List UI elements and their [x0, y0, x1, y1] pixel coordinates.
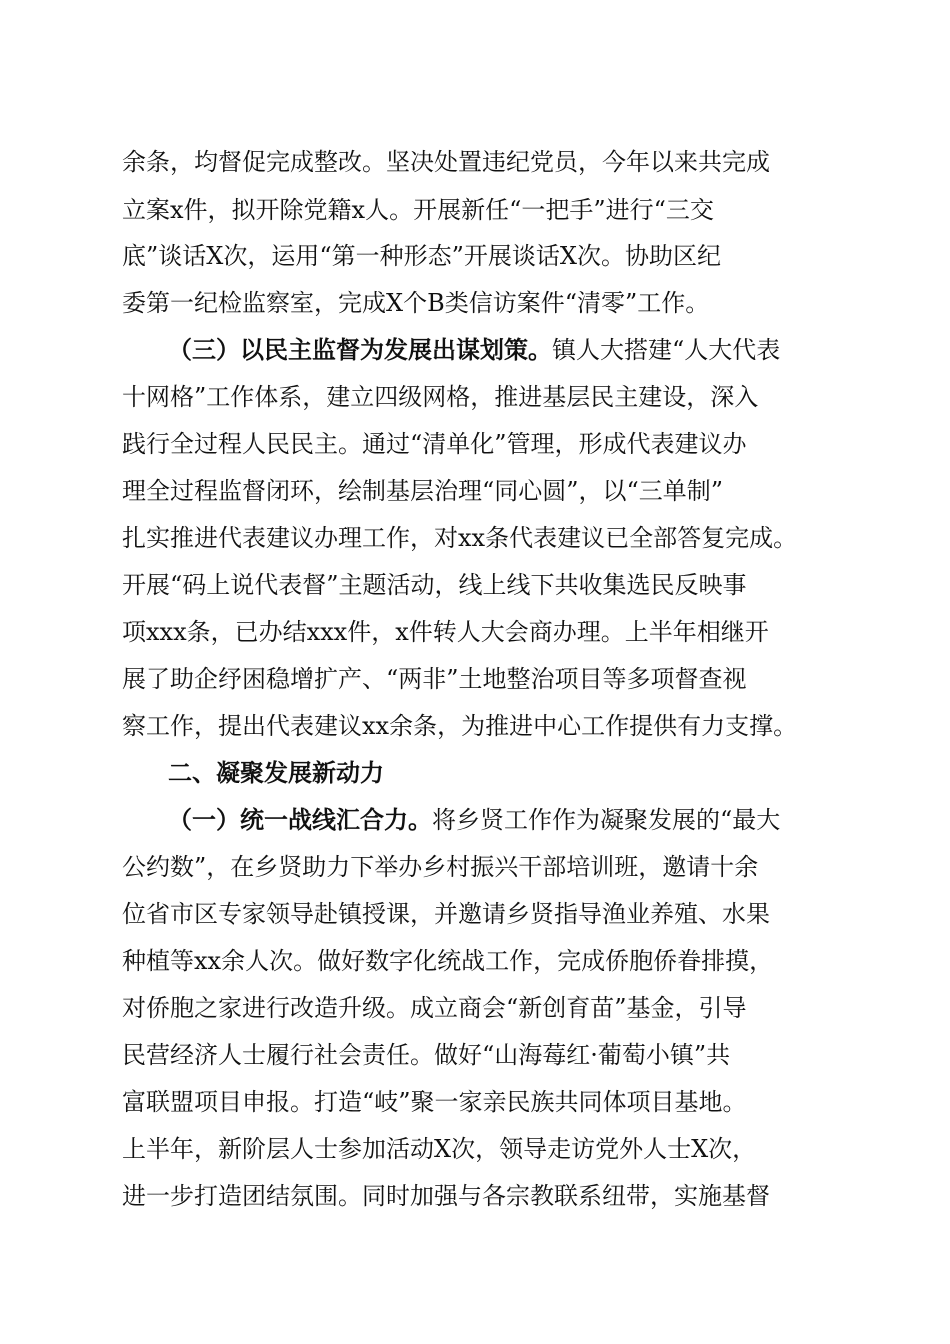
text-line: 立案x件，拟开除党籍x人。开展新任“一把手”进行“三交: [122, 196, 714, 224]
text-line: 民营经济人士履行社会责任。做好“山海莓红·葡萄小镇”共: [122, 1041, 731, 1069]
text-line: 上半年，新阶层人士参加活动X次，领导走访党外人士X次，: [122, 1135, 757, 1163]
text-line: 理全过程监督闭环，绘制基层治理“同心圆”，以“三单制”: [122, 477, 724, 505]
text-line: 底”谈话X次，运用“第一种形态”开展谈话X次。协助区纪: [122, 242, 721, 270]
section-3-title: （三）以民主监督为发展出谋划策。: [168, 335, 552, 364]
text-line: 富联盟项目申报。打造“岐”聚一家亲民族共同体项目基地。: [122, 1088, 747, 1116]
text-line: 展了助企纾困稳增扩产、“两非”土地整治项目等多项督查视: [122, 665, 747, 693]
text-line: 察工作，提出代表建议xx余条，为推进中心工作提供有力支撑。: [122, 712, 798, 740]
section-heading: 二、凝聚发展新动力: [168, 758, 384, 787]
text-line: 开展“码上说代表督”主题活动，线上线下共收集选民反映事: [122, 571, 747, 599]
text-line: 进一步打造团结氛围。同时加强与各宗教联系纽带，实施基督: [122, 1182, 770, 1210]
text-line: 余条，均督促完成整改。坚决处置违纪党员，今年以来共完成: [122, 148, 770, 176]
text-line: 扎实推进代表建议办理工作，对xx条代表建议已全部答复完成。: [122, 524, 798, 552]
section-3-first-line: [168, 335, 832, 365]
text-line: 十网格”工作体系，建立四级网格，推进基层民主建设，深入: [122, 383, 759, 411]
text-line: 对侨胞之家进行改造升级。成立商会“新创育苗”基金，引导: [122, 994, 747, 1022]
text-line: 位省市区专家领导赴镇授课，并邀请乡贤指导渔业养殖、水果: [122, 900, 770, 928]
text-line: 项xxx条，已办结xxx件，x件转人大会商办理。上半年相继开: [122, 618, 769, 646]
section-1-title: （一）统一战线汇合力。: [168, 805, 432, 834]
text-line: 委第一纪检监察室，完成X个B类信访案件“清零”工作。: [122, 289, 710, 317]
text-line: 种植等xx余人次。做好数字化统战工作，完成侨胞侨眷排摸，: [122, 947, 774, 975]
section-1-first-line-text: 将乡贤工作作为凝聚发展的“最大: [432, 806, 781, 834]
text-line: 践行全过程人民民主。通过“清单化”管理，形成代表建议办: [122, 430, 747, 458]
section-3-first-line-text: 镇人大搭建“人大代表: [552, 336, 781, 364]
text-line: 公约数”，在乡贤助力下举办乡村振兴干部培训班，邀请十余: [122, 853, 759, 881]
section-1-first-line: [168, 805, 832, 835]
